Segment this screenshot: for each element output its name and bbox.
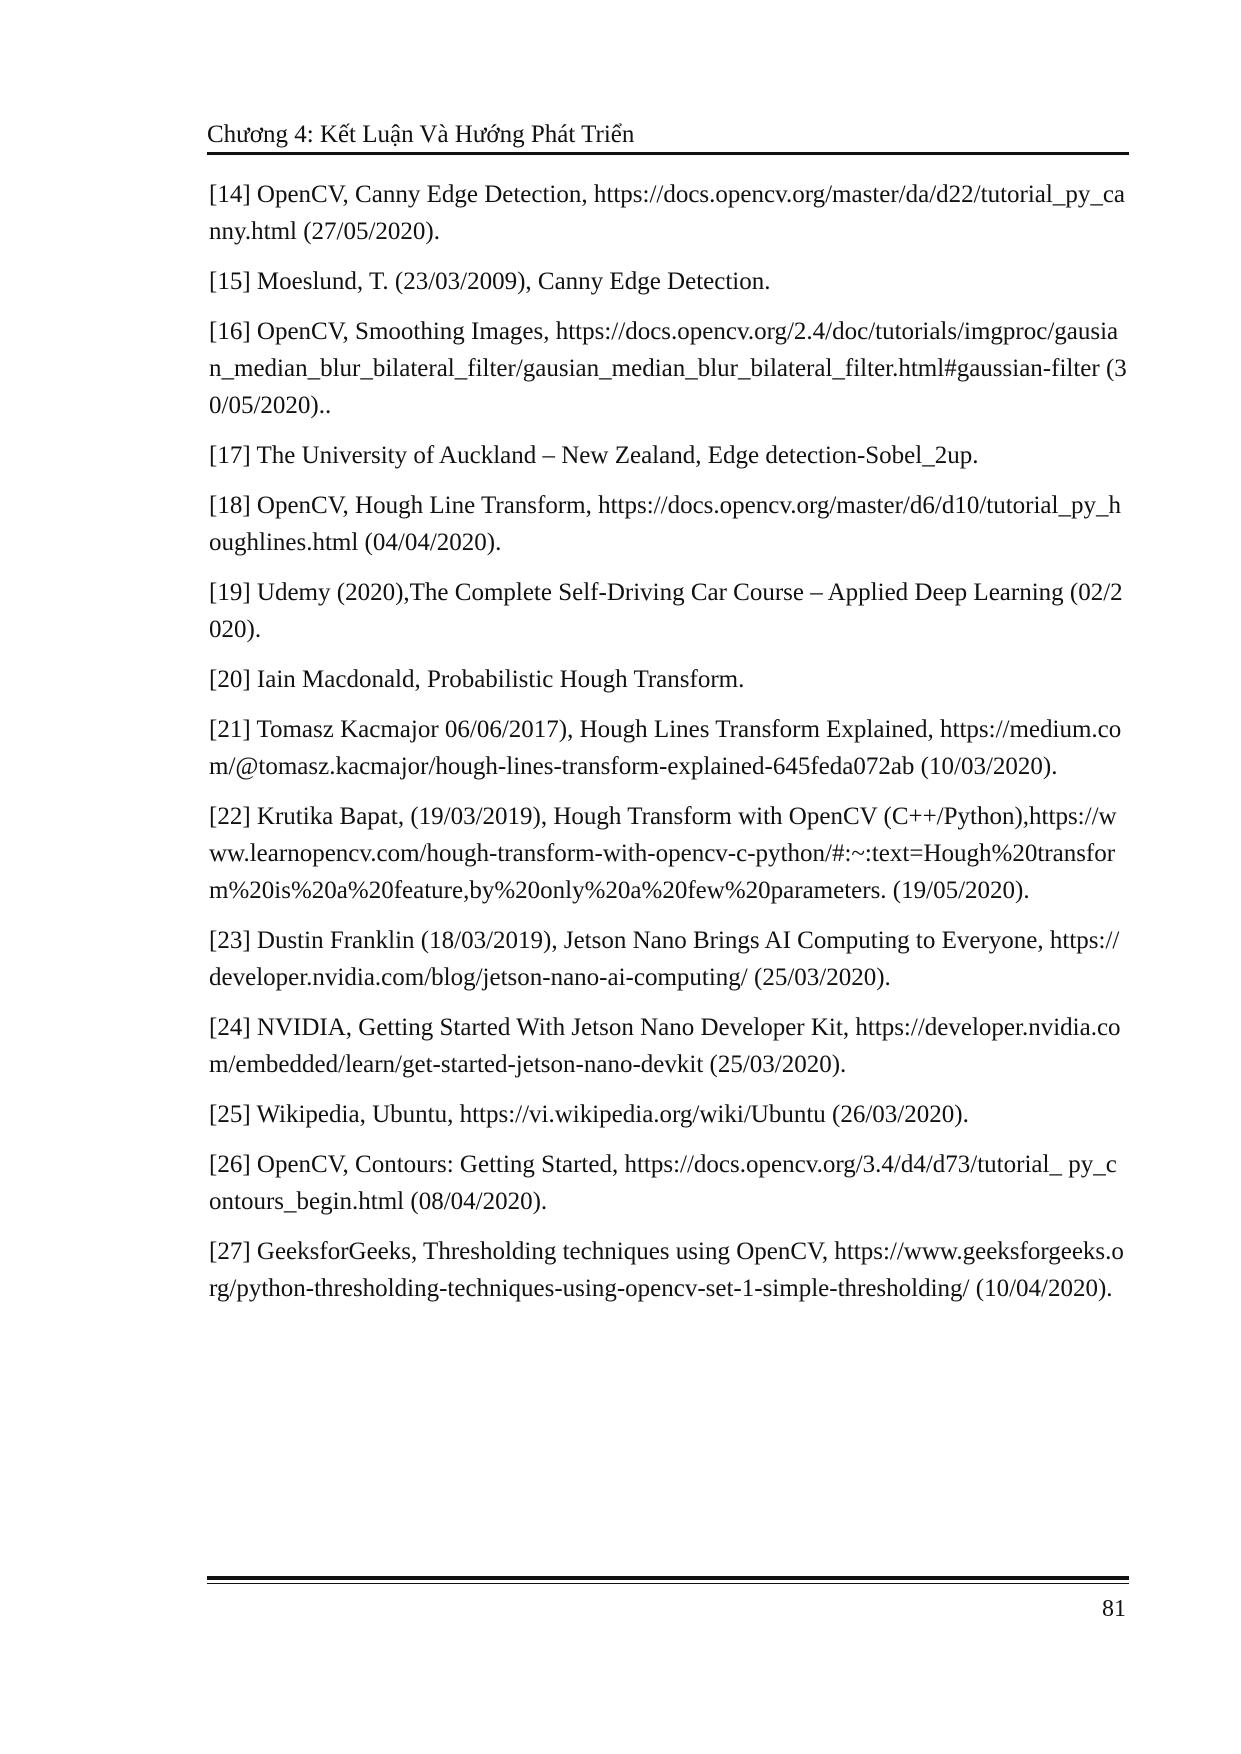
page-header (207, 116, 1129, 156)
reference-item-21: [21] Tomasz Kacmajor 06/06/2017), Hough Lines Transform Explained, https://medium.com/@tomasz.kacmajor/hough-lines-transform-explained-645feda072ab (10/03/2020). (209, 716, 1122, 780)
header-divider (207, 152, 1129, 155)
page-number: 81 (1102, 1596, 1126, 1622)
reference-item-25: [25] Wikipedia, Ubuntu, https://vi.wikipedia.org/wiki/Ubuntu (26/03/2020). (209, 1101, 969, 1128)
reference-item-23: [23] Dustin Franklin (18/03/2019), Jetson Nano Brings AI Computing to Everyone, https://developer.nvidia.com/blog/jetson-nano-ai-computing/ (25/03/2020). (209, 927, 1120, 991)
reference-item-26: [26] OpenCV, Contours: Getting Started, https://docs.opencv.org/3.4/d4/d73/tutorial_ py_contours_begin.html (08/04/2020). (209, 1151, 1117, 1215)
reference-item-22: [22] Krutika Bapat, (19/03/2019), Hough Transform with OpenCV (C++/Python),https://www.learnopencv.com/hough-transform-with-opencv-c-python/#:~:text=Hough%20transform%20is%20a%20feature,by%20only%20a%20few%20parameters. (19/05/2020). (209, 803, 1117, 904)
reference-item-14: [14] OpenCV, Canny Edge Detection, https://docs.opencv.org/master/da/d22/tutorial_py_canny.html (27/05/2020). (209, 181, 1126, 245)
reference-item-17: [17] The University of Auckland – New Zealand, Edge detection-Sobel_2up. (209, 442, 979, 469)
reference-item-15: [15] Moeslund, T. (23/03/2009), Canny Edge Detection. (209, 268, 771, 295)
reference-item-24: [24] NVIDIA, Getting Started With Jetson Nano Developer Kit, https://developer.nvidia.com/embedded/learn/get-started-jetson-nano-devkit (25/03/2020). (209, 1014, 1121, 1078)
reference-item-27: [27] GeeksforGeeks, Thresholding techniques using OpenCV, https://www.geeksforgeeks.org/python-thresholding-techniques-using-opencv-set-1-simple-thresholding/ (10/04/2020). (209, 1238, 1124, 1302)
reference-item-18: [18] OpenCV, Hough Line Transform, https://docs.opencv.org/master/d6/d10/tutorial_py_houghlines.html (04/04/2020). (209, 492, 1121, 556)
reference-list (209, 176, 1129, 1320)
footer-divider-thick (207, 1576, 1129, 1580)
reference-item-16: [16] OpenCV, Smoothing Images, https://docs.opencv.org/2.4/doc/tutorials/imgproc/gausian_median_blur_bilateral_filter/gausian_median_blur_bilateral_filter.html#gaussian-filter (30/05/2020).. (209, 318, 1127, 419)
chapter-title: Chương 4: Kết Luận Và Hướng Phát Triển (207, 121, 635, 148)
footer-divider-thin (207, 1583, 1129, 1584)
reference-item-20: [20] Iain Macdonald, Probabilistic Hough Transform. (209, 666, 745, 693)
reference-item-19: [19] Udemy (2020),The Complete Self-Driving Car Course – Applied Deep Learning (02/2020). (209, 579, 1123, 643)
